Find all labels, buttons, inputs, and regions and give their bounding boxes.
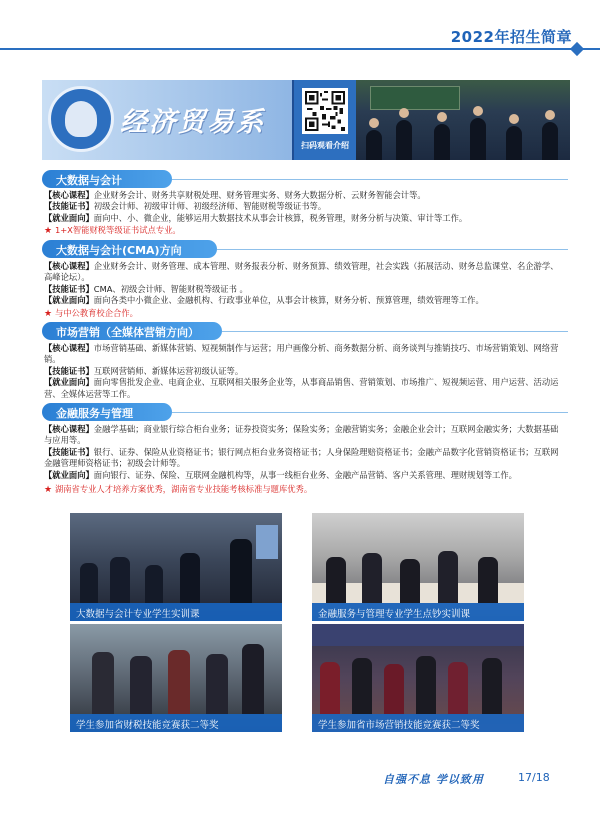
photo-finance-training — [312, 513, 524, 621]
section-note: ★ 与中公教育校企合作。 — [44, 308, 138, 319]
section-divider — [222, 331, 568, 332]
header-rule-ornament — [570, 42, 584, 56]
section-divider — [172, 412, 568, 413]
section-note: ★ 湖南省专业人才培养方案优秀，湖南省专业技能考核标准与题库优秀。 — [44, 484, 313, 495]
backdrop-banner — [312, 624, 524, 646]
page-number: 17/18 — [518, 771, 550, 784]
section-body-marketing — [44, 343, 564, 400]
photo-caption: 学生参加省财税技能竞赛获二等奖 — [70, 714, 282, 732]
blackboard — [370, 86, 460, 110]
department-banner — [42, 80, 570, 160]
header-rule — [0, 48, 600, 50]
projector-screen — [256, 525, 278, 559]
brochure-title: 2022年招生简章 — [450, 28, 572, 46]
star-icon: ★ — [44, 226, 55, 236]
section-divider — [217, 249, 568, 250]
star-icon: ★ — [44, 309, 55, 319]
employment-row: 【就业面向】面向银行、证券、保险、互联网金融机构等，从事一线柜台业务、金融产品营销、客户关系管理、理财规划等工作。 — [44, 469, 517, 480]
banner-title-panel — [42, 80, 292, 160]
student-head — [437, 112, 447, 122]
section-title-marketing: 市场营销（全媒体营销方向） — [42, 322, 222, 340]
footer-slogan: 自强不息 学以致用 — [383, 773, 484, 786]
section-title-big-data-accounting: 大数据与会计 — [42, 170, 172, 188]
qr-code-icon[interactable] — [302, 88, 348, 134]
section-body-big-data-accounting — [44, 190, 564, 224]
star-icon: ★ — [44, 485, 55, 495]
certificates-row: 【技能证书】银行、证券、保险从业资格证书；银行网点柜台业务资格证书；人身保险理赔资格证书；金融产品数字化营销资格证书；互联网金融管理师资格证书；初级会计师等。 — [44, 446, 559, 469]
student-figure — [470, 118, 486, 160]
student-head — [399, 108, 409, 118]
section-title-cma: 大数据与会计(CMA)方向 — [42, 240, 217, 258]
core-courses-row: 【核心课程】市场营销基础、新媒体营销、短视频制作与运营；用户画像分析、商务数据分析、商务谈判与推销技巧、市场营销策划、网络营销。 — [44, 343, 559, 365]
emblem-figure — [65, 101, 97, 137]
core-courses-row: 【核心课程】企业财务会计、财务管理、成本管理、财务报表分析、财务预算、绩效管理，社会实践（拓展活动、财务总监课堂、名企游学、高峰论坛）。 — [44, 261, 559, 283]
student-figure — [506, 126, 522, 160]
photo-accounting-training — [70, 513, 282, 621]
student-figure — [396, 120, 412, 160]
employment-row: 【就业面向】面向中、小、微企业，能够运用大数据技术从事会计核算，税务管理，财务分析与决策、审计等工作。 — [44, 212, 468, 223]
student-head — [545, 110, 555, 120]
section-divider — [172, 179, 568, 180]
qr-panel — [294, 80, 356, 160]
qr-caption: 扫码观看介绍 — [301, 141, 349, 150]
core-courses-row: 【核心课程】金融学基础；商业银行综合柜台业务；证券投资实务；保险实务；金融营销实务；金融企业会计；互联网金融实务；大数据基础与应用等。 — [44, 424, 559, 446]
student-figure — [434, 124, 450, 160]
photo-caption: 金融服务与管理专业学生点钞实训课 — [312, 603, 524, 621]
core-courses-row: 【核心课程】企业财务会计、财务共享财税处理、财务管理实务、财务大数据分析、云财务智能会计等。 — [44, 190, 426, 200]
photo-caption: 大数据与会计专业学生实训课 — [70, 603, 282, 621]
photo-marketing-competition — [312, 624, 524, 732]
student-figure — [542, 122, 558, 160]
section-body-finance — [44, 424, 564, 481]
student-head — [473, 106, 483, 116]
student-figure — [366, 130, 382, 160]
certificates-row: 【技能证书】初级会计师、初级审计师、初级经济师、智能财税等级证书等。 — [44, 201, 327, 212]
section-body-cma — [44, 261, 564, 307]
college-emblem-icon — [48, 86, 114, 152]
photo-caption: 学生参加省市场营销技能竞赛获二等奖 — [312, 714, 524, 732]
photo-tax-competition — [70, 624, 282, 732]
department-name: 经济贸易系 — [120, 107, 265, 138]
employment-row: 【就业面向】面向零售批发企业、电商企业、互联网相关服务企业等，从事商品销售、营销策划、市场推广、短视频运营、用户运营、活动运营、全媒体运营等工作。 — [44, 377, 559, 399]
classroom-photo — [356, 80, 570, 160]
section-title-finance: 金融服务与管理 — [42, 403, 172, 421]
student-head — [369, 118, 379, 128]
certificates-row: 【技能证书】互联网营销师、新媒体运营初级认证等。 — [44, 365, 244, 376]
employment-row: 【就业面向】面向各类中小微企业、金融机构、行政事业单位，从事会计核算，财务分析、预算管理，绩效管理等工作。 — [44, 295, 484, 306]
student-head — [509, 114, 519, 124]
certificates-row: 【技能证书】CMA、初级会计师、智能财税等级证书 。 — [44, 283, 248, 294]
section-note: ★ 1+X智能财税等级证书试点专业。 — [44, 225, 181, 236]
